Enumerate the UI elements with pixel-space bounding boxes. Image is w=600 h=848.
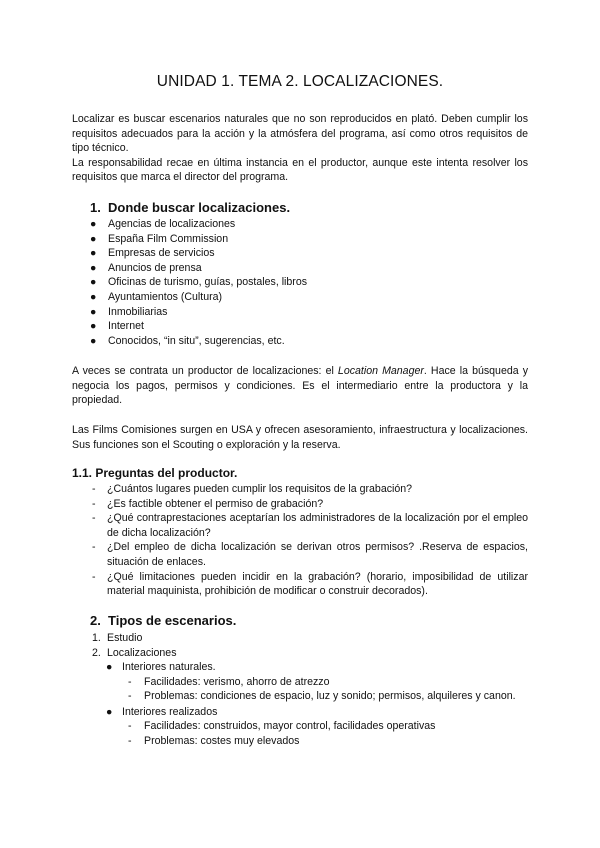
bullet-icon: ● [90, 247, 97, 260]
intro-paragraph [72, 112, 528, 185]
list-item: ● Empresas de servicios [90, 247, 215, 260]
dash-icon: - [92, 512, 96, 525]
list-item: - ¿Qué limitaciones pueden incidir en la grabación? (horario, imposibilidad de utilizar material maquinista, prohibición de modificar o construir decorados). [92, 570, 528, 598]
list-item: ● España Film Commission [90, 232, 229, 245]
list-item [106, 660, 530, 704]
list-item: - ¿Cuántos lugares pueden cumplir los requisitos de la grabación? [92, 483, 413, 495]
list-item: - Facilidades: verismo, ahorro de atrezzo [128, 675, 330, 688]
bullet-icon: ● [90, 290, 97, 303]
dash-icon: - [92, 497, 96, 510]
intro-text-1: Localizar es buscar escenarios naturales que no son reproducidos en plató. Deben cumplir los requisitos adecuados para la acción y la atmósfera del programa, así como otros requisitos de tipo técnico. [72, 113, 528, 155]
list-item: ● Inmobiliarias [90, 305, 168, 318]
dash-icon: - [92, 570, 96, 583]
list-item: - Problemas: costes muy elevados [128, 734, 300, 747]
bullet-icon: ● [106, 661, 113, 673]
films-comisiones-paragraph [72, 423, 528, 452]
list-item: ● Oficinas de turismo, guías, postales, libros [90, 276, 308, 289]
list-item: - ¿Es factible obtener el permiso de grabación? [92, 497, 324, 510]
section-1-title: Donde buscar localizaciones. [108, 200, 291, 215]
section-2-number: 2. [90, 613, 101, 628]
list-item: - Facilidades: construidos, mayor control, facilidades operativas [128, 720, 436, 733]
section-1-1-heading: 1.1. Preguntas del productor. [72, 466, 238, 480]
locations-source-list [90, 217, 530, 348]
section-2-heading [90, 613, 236, 628]
list-item [106, 705, 530, 749]
list-item: - ¿Qué contraprestaciones aceptarían los administradores de la localización por el empleo de dicha localización? [92, 512, 528, 539]
scenario-types-list [92, 631, 177, 660]
list-item: ● Ayuntamientos (Cultura) [90, 290, 223, 303]
list-item: ● Anuncios de prensa [90, 261, 202, 274]
dash-icon: - [92, 541, 96, 554]
location-types-list [106, 660, 530, 749]
bullet-icon: ● [106, 705, 113, 718]
location-type-details [122, 719, 530, 748]
location-type-details [122, 675, 530, 704]
bullet-icon: ● [90, 276, 97, 289]
dash-icon: - [128, 675, 132, 688]
list-item: 2. Localizaciones [92, 646, 177, 659]
list-item: - Problemas: condiciones de espacio, luz y sonido; permisos, alquileres y canon. [128, 690, 516, 703]
bullet-icon: ● [90, 320, 97, 333]
dash-icon: - [128, 690, 132, 703]
dash-icon: - [92, 483, 96, 495]
bullet-icon: ● [90, 218, 97, 230]
list-item: 1. Estudio [92, 632, 143, 644]
list-item: - ¿Del empleo de dicha localización se derivan otros permisos? .Reserva de espacios, situación de enlaces. [92, 541, 528, 568]
section-1-heading [90, 200, 290, 215]
bullet-icon: ● [90, 232, 97, 245]
location-manager-paragraph [72, 364, 528, 408]
page-title: UNIDAD 1. TEMA 2. LOCALIZACIONES. [156, 73, 444, 90]
bullet-icon: ● [90, 305, 97, 318]
bullet-icon: ● [90, 261, 97, 274]
location-type-label: Interiores realizados [122, 705, 218, 718]
location-type-label: Interiores naturales. [122, 661, 216, 673]
location-manager-term: Location Manager [337, 365, 424, 377]
bullet-icon: ● [90, 334, 97, 347]
dash-icon: - [128, 720, 132, 733]
producer-questions-list [92, 482, 528, 599]
section-1-number: 1. [90, 200, 101, 215]
dash-icon: - [128, 734, 132, 747]
location-manager-text-after: . Hace la búsqueda y negocia los pagos, permisos y condiciones. Es el intermediario entre la productora y la propiedad. [72, 365, 529, 407]
section-2-title: Tipos de escenarios. [108, 613, 237, 628]
location-manager-text-before: A veces se contrata un productor de localizaciones: el [72, 365, 338, 377]
list-item: ● Conocidos, “in situ”, sugerencias, etc. [90, 334, 285, 347]
list-item: ● Internet [90, 320, 144, 333]
list-item: ● Agencias de localizaciones [90, 218, 236, 230]
films-comisiones-text: Las Films Comisiones surgen en USA y ofrecen asesoramiento, infraestructura y localizaciones. Sus funciones son el Scouting o exploración y la reserva. [72, 424, 528, 451]
intro-text-2: La responsabilidad recae en última instancia en el productor, aunque este intenta resolver los requisitos que marca el director del programa. [72, 156, 528, 184]
